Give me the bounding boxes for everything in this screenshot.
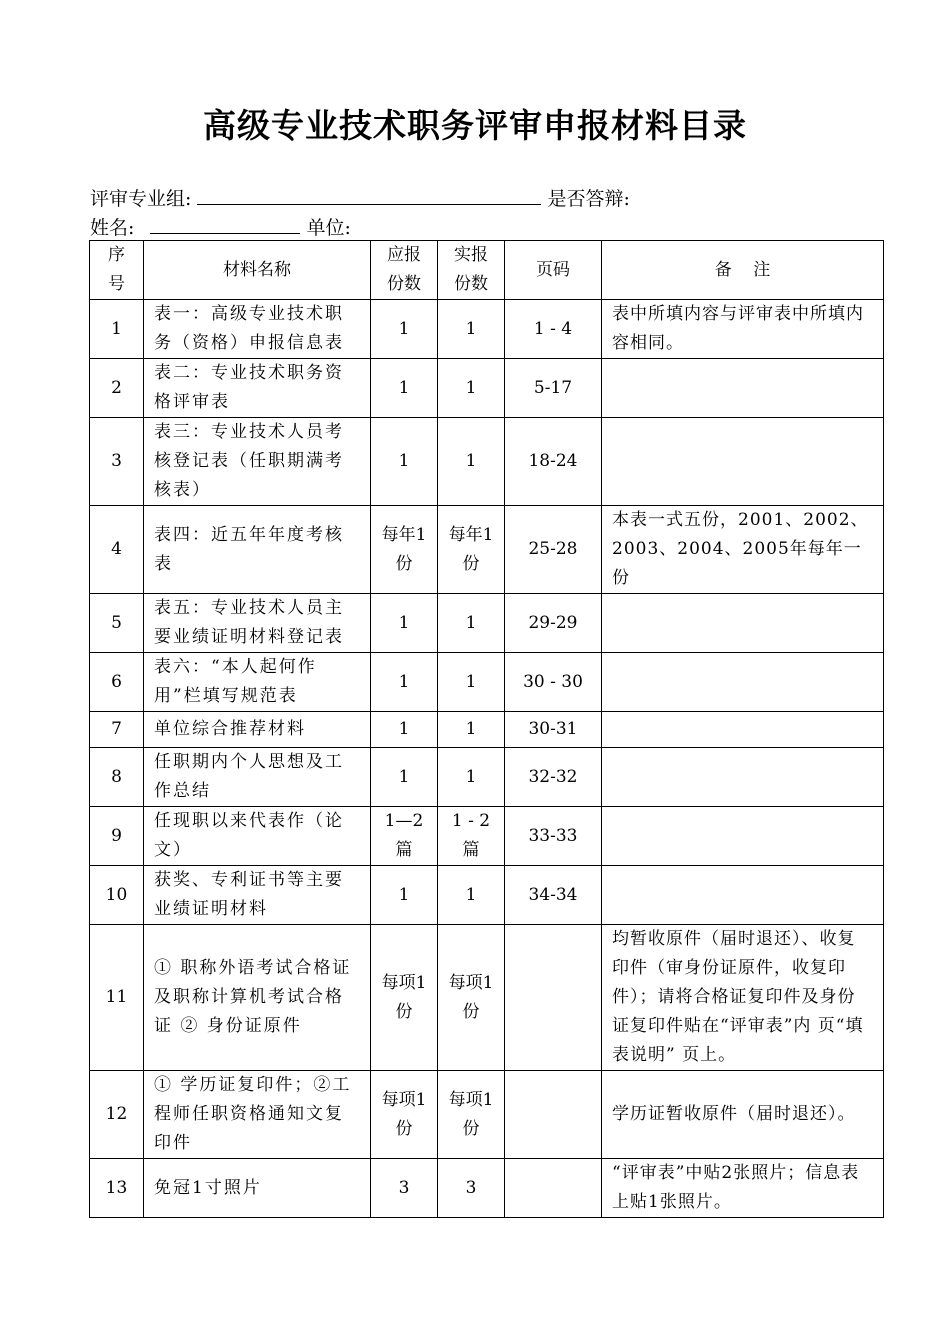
cell-actual: 每项1份 [438, 1071, 505, 1159]
cell-name: ① 职称外语考试合格证及职称计算机考试合格证 ② 身份证原件 [144, 925, 371, 1071]
cell-name: 表五：专业技术人员主要业绩证明材料登记表 [144, 594, 371, 653]
cell-actual: 1 [438, 653, 505, 712]
cell-remark: 表中所填内容与评审表中所填内容相同。 [602, 300, 884, 359]
cell-seq: 3 [90, 418, 144, 506]
cell-required: 每项1份 [371, 925, 438, 1071]
defense-label: 是否答辩: [547, 188, 630, 210]
cell-pages [505, 1071, 602, 1159]
cell-seq: 7 [90, 712, 144, 748]
cell-actual: 3 [438, 1159, 505, 1218]
cell-required: 1 [371, 866, 438, 925]
table-row [90, 1159, 884, 1218]
cell-actual: 1 [438, 594, 505, 653]
cell-remark [602, 807, 884, 866]
table-row [90, 418, 884, 506]
cell-name: 获奖、专利证书等主要业绩证明材料 [144, 866, 371, 925]
cell-remark: 学历证暂收原件（届时退还）。 [602, 1071, 884, 1159]
cell-actual: 1 [438, 712, 505, 748]
cell-pages: 34-34 [505, 866, 602, 925]
cell-pages [505, 1159, 602, 1218]
cell-required: 1 [371, 748, 438, 807]
cell-name: 任职期内个人思想及工作总结 [144, 748, 371, 807]
header-actual: 实报 份数 [438, 241, 505, 300]
cell-remark: “评审表”中贴2张照片；信息表上贴1张照片。 [602, 1159, 884, 1218]
page-title: 高级专业技术职务评审申报材料目录 [203, 106, 747, 145]
cell-pages: 5-17 [505, 359, 602, 418]
name-label: 姓名: [90, 217, 135, 239]
cell-seq: 1 [90, 300, 144, 359]
cell-required: 1 [371, 418, 438, 506]
cell-required: 1—2篇 [371, 807, 438, 866]
header-required: 应报 份数 [371, 241, 438, 300]
cell-remark: 本表一式五份，2001、2002、2003、2004、2005年每年一份 [602, 506, 884, 594]
table-header-row [90, 241, 884, 300]
review-group-field[interactable] [197, 186, 541, 205]
cell-name: 免冠1寸照片 [144, 1159, 371, 1218]
cell-seq: 8 [90, 748, 144, 807]
cell-name: 单位综合推荐材料 [144, 712, 371, 748]
cell-seq: 2 [90, 359, 144, 418]
cell-seq: 10 [90, 866, 144, 925]
header-seq: 序 号 [90, 241, 144, 300]
cell-seq: 11 [90, 925, 144, 1071]
cell-pages [505, 925, 602, 1071]
cell-actual: 1 [438, 866, 505, 925]
table-row [90, 300, 884, 359]
cell-remark [602, 359, 884, 418]
table-row [90, 594, 884, 653]
cell-name: 表六：“本人起何作用”栏填写规范表 [144, 653, 371, 712]
review-group-label: 评审专业组: [90, 188, 192, 210]
header-pages: 页码 [505, 241, 602, 300]
table-row [90, 1071, 884, 1159]
cell-remark [602, 653, 884, 712]
table-row [90, 359, 884, 418]
cell-remark [602, 866, 884, 925]
cell-pages: 25-28 [505, 506, 602, 594]
cell-pages: 30 - 30 [505, 653, 602, 712]
form-line-name [90, 215, 351, 240]
cell-remark [602, 594, 884, 653]
cell-seq: 6 [90, 653, 144, 712]
cell-actual: 1 [438, 359, 505, 418]
cell-name: 表二：专业技术职务资格评审表 [144, 359, 371, 418]
cell-required: 1 [371, 653, 438, 712]
cell-actual: 1 - 2篇 [438, 807, 505, 866]
cell-pages: 30-31 [505, 712, 602, 748]
cell-pages: 29-29 [505, 594, 602, 653]
cell-seq: 12 [90, 1071, 144, 1159]
unit-label: 单位: [306, 217, 351, 239]
cell-seq: 9 [90, 807, 144, 866]
cell-pages: 33-33 [505, 807, 602, 866]
table-row [90, 712, 884, 748]
cell-required: 1 [371, 359, 438, 418]
table-row [90, 506, 884, 594]
cell-seq: 13 [90, 1159, 144, 1218]
form-line-group [90, 186, 630, 211]
cell-actual: 1 [438, 748, 505, 807]
cell-pages: 1 - 4 [505, 300, 602, 359]
cell-name: 表三：专业技术人员考核登记表（任职期满考核表） [144, 418, 371, 506]
cell-pages: 32-32 [505, 748, 602, 807]
cell-name: ① 学历证复印件；②工程师任职资格通知文复印件 [144, 1071, 371, 1159]
cell-remark: 均暂收原件（届时退还）、收复印件（审身份证原件，收复印件）；请将合格证复印件及身份证复印件贴在“评审表”内 页“填表说明” 页上。 [602, 925, 884, 1071]
table-row [90, 748, 884, 807]
cell-required: 每年1份 [371, 506, 438, 594]
cell-actual: 每年1份 [438, 506, 505, 594]
cell-seq: 4 [90, 506, 144, 594]
cell-required: 1 [371, 712, 438, 748]
cell-actual: 1 [438, 418, 505, 506]
table-row [90, 925, 884, 1071]
cell-name: 任现职以来代表作（论文） [144, 807, 371, 866]
header-name: 材料名称 [144, 241, 371, 300]
cell-actual: 每项1份 [438, 925, 505, 1071]
cell-actual: 1 [438, 300, 505, 359]
materials-table [89, 240, 884, 1218]
cell-required: 1 [371, 594, 438, 653]
cell-remark [602, 748, 884, 807]
table-row [90, 866, 884, 925]
cell-required: 3 [371, 1159, 438, 1218]
cell-remark [602, 712, 884, 748]
cell-pages: 18-24 [505, 418, 602, 506]
name-field[interactable] [150, 215, 300, 234]
cell-required: 每项1份 [371, 1071, 438, 1159]
cell-required: 1 [371, 300, 438, 359]
cell-remark [602, 418, 884, 506]
table-row [90, 653, 884, 712]
header-remark: 备 注 [602, 241, 884, 300]
cell-name: 表四：近五年年度考核表 [144, 506, 371, 594]
table-row [90, 807, 884, 866]
cell-seq: 5 [90, 594, 144, 653]
cell-name: 表一：高级专业技术职务（资格）申报信息表 [144, 300, 371, 359]
